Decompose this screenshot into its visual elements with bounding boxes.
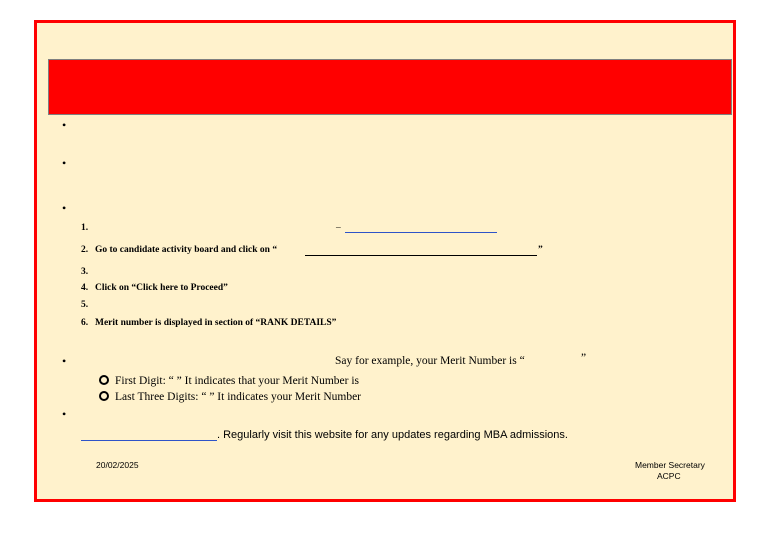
step-2-number: 2. bbox=[81, 245, 89, 255]
step-4-text: Click on “Click here to Proceed” bbox=[95, 283, 228, 293]
step-6 bbox=[81, 317, 336, 329]
step-2-blank-line bbox=[305, 255, 537, 256]
step-6-number: 6. bbox=[81, 318, 89, 328]
step-6-text: Merit number is displayed in section of “RANK DETAILS” bbox=[95, 318, 337, 328]
bullet-4: • bbox=[62, 354, 67, 368]
step-1-number: 1. bbox=[81, 223, 89, 233]
step-2-close-quote: ” bbox=[538, 245, 543, 255]
first-digit-item bbox=[99, 375, 359, 388]
step-2 bbox=[81, 244, 277, 256]
step-5 bbox=[81, 299, 95, 311]
bullet-3: • bbox=[62, 201, 67, 215]
example-close-quote: ” bbox=[581, 352, 587, 364]
circle-bullet-icon bbox=[99, 375, 109, 385]
step-4-number: 4. bbox=[81, 283, 89, 293]
first-digit-text: First Digit: “ ” It indicates that your Merit Number is bbox=[115, 375, 360, 387]
circle-bullet-icon bbox=[99, 391, 109, 401]
step-1 bbox=[81, 222, 95, 234]
header-banner bbox=[48, 59, 732, 115]
bullet-2: • bbox=[62, 156, 67, 170]
step-1-link[interactable] bbox=[345, 232, 497, 233]
signatory-org: ACPC bbox=[657, 471, 681, 481]
step-2-text: Go to candidate activity board and click on “ bbox=[95, 245, 278, 255]
signatory-title: Member Secretary bbox=[635, 460, 705, 470]
footer-date: 20/02/2025 bbox=[96, 460, 139, 470]
bullet-5: • bbox=[62, 407, 67, 421]
last-three-item bbox=[99, 391, 361, 404]
website-link[interactable] bbox=[81, 440, 217, 441]
last-three-text: Last Three Digits: “ ” It indicates your Merit Number bbox=[115, 391, 362, 403]
example-intro: Say for example, your Merit Number is “ bbox=[335, 355, 525, 367]
step-3 bbox=[81, 266, 95, 278]
step-4 bbox=[81, 282, 228, 294]
step-5-number: 5. bbox=[81, 300, 89, 310]
bullet-1: • bbox=[62, 118, 67, 132]
website-note: . Regularly visit this website for any updates regarding MBA admissions. bbox=[217, 429, 568, 441]
step-3-number: 3. bbox=[81, 267, 89, 277]
step-1-dash: – bbox=[336, 223, 341, 233]
